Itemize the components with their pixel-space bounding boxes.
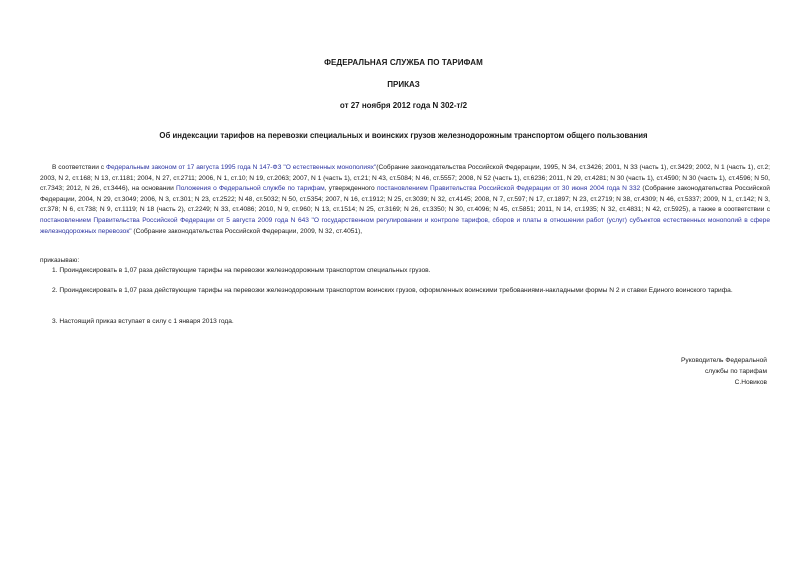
intro-text-2: (Собрание законодательства Российской Федерации, 1995, N 34, ст.3426; 2001, N 33 (часть 1), ст.3429; 2002, N 1 (часть 1), ст.2; 2003, N 2, ст.168; N 13, ст.1181; 2004, N 27, ст.2711; 2006, N 1, ст.10; N 19, ст.2063; 2007, N 1 (часть 1), ст.21; N 43, ст.5084; N 46, ст.5557; 2008, N 52 (часть 1), ст.6236; 2011, N 29, ст.4281; N 30 (часть 1), ст.4590; N 30 (часть 1), ст.4596; N 50, ст.7343; 2012, N 26, ст.3446), на основании	[40, 164, 771, 193]
order-word: приказываю:	[40, 257, 80, 264]
intro-text-5: (Собрание законодательства Российской Федерации, 2009, N 32, ст.4051),	[131, 227, 363, 235]
link-government-decree-332[interactable]: постановлением Правительства Российской Федерации от 30 июня 2004 года N 332	[376, 185, 641, 193]
intro-paragraph	[40, 163, 770, 237]
order-item-2: 2. Проиндексировать в 1,07 раза действующие тарифы на перевозки железнодорожным транспортом воинских грузов, оформленных воинскими требованиями-накладными формы N 2 и ставки Единого воинского тарифа.	[52, 287, 733, 294]
intro-text-4: (Собрание законодательства Российской Федерации, 2004, N 29, ст.3049; 2006, N 3, ст.301; N 23, ст.2522; N 48, ст.5032; N 50, ст.5354; 2007, N 16, ст.1912; N 25, ст.3039; N 32, ст.4145; 2008, N 7, ст.597; N 17, ст.1897; N 23, ст.2719; N 38, ст.4309; N 46, ст.5337; 2009, N 1, ст.142; N 3, ст.378; N 6, ст.738; N 9, ст.1119; N 18 (часть 2), ст.2249; N 33, ст.4086; 2010, N 9, ст.960; N 13, ст.1514; N 25, ст.3169; N 26, ст.3350; N 30, ст.4096; N 45, ст.5851; 2011, N 14, ст.1935; N 32, ст.4831; N 42, ст.5925), а также в соответствии с	[40, 185, 770, 214]
intro-text-3: , утвержденного	[324, 185, 377, 193]
intro-text-1: В соответствии с	[52, 164, 106, 171]
document-type-heading: ПРИКАЗ	[387, 80, 420, 89]
signature-position-line-2: службы по тарифам	[704, 368, 767, 375]
order-item-3: 3. Настоящий приказ вступает в силу с 1 января 2013 года.	[52, 318, 234, 325]
link-government-decree-643[interactable]: постановлением Правительства Российской Федерации от 5 августа 2009 года N 643 "О государственном регулировании и контроле тарифов, сборов и платы в отношении работ (услуг) субъектов естественных монополий в сфере железнодорожных перевозок"	[40, 216, 770, 235]
order-item-1: 1. Проиндексировать в 1,07 раза действующие тарифы на перевозки железнодорожным транспортом специальных грузов.	[52, 267, 431, 274]
link-federal-law[interactable]: Федеральным законом от 17 августа 1995 года N 147-ФЗ "О естественных монополиях"	[106, 164, 377, 171]
document-title: Об индексации тарифов на перевозки специальных и воинских грузов железнодорожным транспортом общего пользования	[159, 131, 648, 140]
signature-position-line-1: Руководитель Федеральной	[681, 357, 767, 364]
signature-name: С.Новиков	[734, 379, 767, 386]
agency-heading: ФЕДЕРАЛЬНАЯ СЛУЖБА ПО ТАРИФАМ	[324, 58, 483, 67]
link-fst-regulation[interactable]: Положения о Федеральной службе по тарифам	[176, 185, 325, 193]
date-number-heading: от 27 ноября 2012 года N 302-т/2	[339, 101, 468, 110]
